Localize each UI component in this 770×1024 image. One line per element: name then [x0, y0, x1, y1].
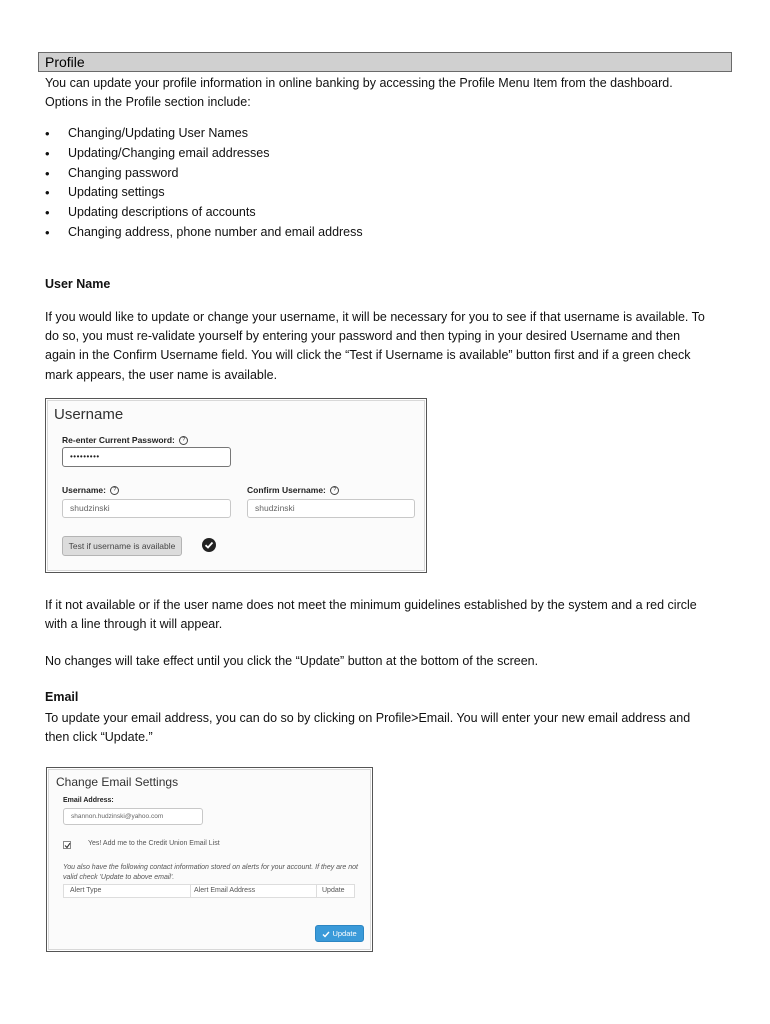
list-item: • Changing address, phone number and email address	[45, 223, 363, 243]
password-input[interactable]: •••••••••	[62, 447, 231, 467]
username-input[interactable]: shudzinski	[62, 499, 231, 518]
col-update: Update	[322, 887, 345, 894]
col-alert-email: Alert Email Address	[194, 887, 256, 894]
email-panel-body	[48, 769, 371, 950]
username-para-line: again in the Confirm Username field. You will click the “Test if Username is available” button first and if a green check	[45, 348, 691, 362]
profile-options-list	[45, 124, 363, 243]
col-alert-type: Alert Type	[70, 887, 102, 894]
list-item: • Updating descriptions of accounts	[45, 203, 363, 223]
alerts-table-header	[63, 884, 355, 898]
help-icon[interactable]: ?	[110, 486, 119, 495]
col-divider	[316, 885, 317, 897]
after-panel-line-2: with a line through it will appear.	[45, 617, 223, 631]
alerts-note-line-1: You also have the following contact information stored on alerts for your account. If they are not	[63, 864, 358, 871]
col-divider	[190, 885, 191, 897]
list-item: • Updating settings	[45, 183, 363, 203]
intro-line-2: Options in the Profile section include:	[45, 95, 251, 109]
after-panel-line-1: If it not available or if the user name does not meet the minimum guidelines established by the system and a red circle	[45, 598, 697, 612]
alerts-note-line-2: valid check 'Update to above email'.	[63, 874, 175, 881]
confirm-username-input[interactable]: shudzinski	[247, 499, 415, 518]
email-list-checkbox-label: Yes! Add me to the Credit Union Email List	[88, 840, 220, 847]
username-para-line: do so, you must re-validate yourself by entering your password and then typing in your desired Username and then	[45, 329, 681, 343]
email-panel-title: Change Email Settings	[56, 775, 179, 789]
intro-line-1: You can update your profile information in online banking by accessing the Profile Menu Item from the dashboard.	[45, 76, 673, 90]
username-label-text: Username:	[62, 485, 106, 495]
username-panel	[45, 398, 427, 573]
username-heading: User Name	[45, 277, 111, 291]
help-icon[interactable]: ?	[179, 436, 188, 445]
email-heading: Email	[45, 690, 79, 704]
email-line-2: then click “Update.”	[45, 730, 153, 744]
password-label-text: Re-enter Current Password:	[62, 435, 175, 445]
email-panel	[46, 767, 373, 952]
list-item: • Changing/Updating User Names	[45, 124, 363, 144]
username-para-line: mark appears, the user name is available.	[45, 368, 278, 382]
email-list-checkbox[interactable]	[63, 841, 71, 849]
test-username-button[interactable]: Test if username is available	[62, 536, 182, 556]
list-item: • Changing password	[45, 164, 363, 184]
list-item: • Updating/Changing email addresses	[45, 144, 363, 164]
update-button-label: Update	[332, 929, 357, 938]
password-label	[62, 435, 188, 445]
check-icon	[322, 931, 330, 938]
after-panel-line-3: No changes will take effect until you click the “Update” button at the bottom of the screen.	[45, 654, 539, 668]
username-label	[62, 485, 119, 495]
username-panel-title: Username	[54, 406, 124, 423]
help-icon[interactable]: ?	[330, 486, 339, 495]
checkmark-icon	[64, 842, 71, 849]
update-button[interactable]	[315, 925, 364, 942]
section-title-bar	[38, 52, 732, 72]
email-line-1: To update your email address, you can do so by clicking on Profile>Email. You will enter your new email address and	[45, 711, 691, 725]
username-panel-body	[47, 400, 425, 571]
section-title: Profile	[45, 54, 85, 70]
username-para-line: If you would like to update or change your username, it will be necessary for you to see if that username is available. To	[45, 310, 705, 324]
email-address-input[interactable]: shannon.hudzinski@yahoo.com	[63, 808, 203, 825]
confirm-username-label	[247, 485, 339, 495]
check-circle-icon	[202, 538, 216, 552]
confirm-username-label-text: Confirm Username:	[247, 485, 326, 495]
email-address-label: Email Address:	[63, 797, 114, 804]
